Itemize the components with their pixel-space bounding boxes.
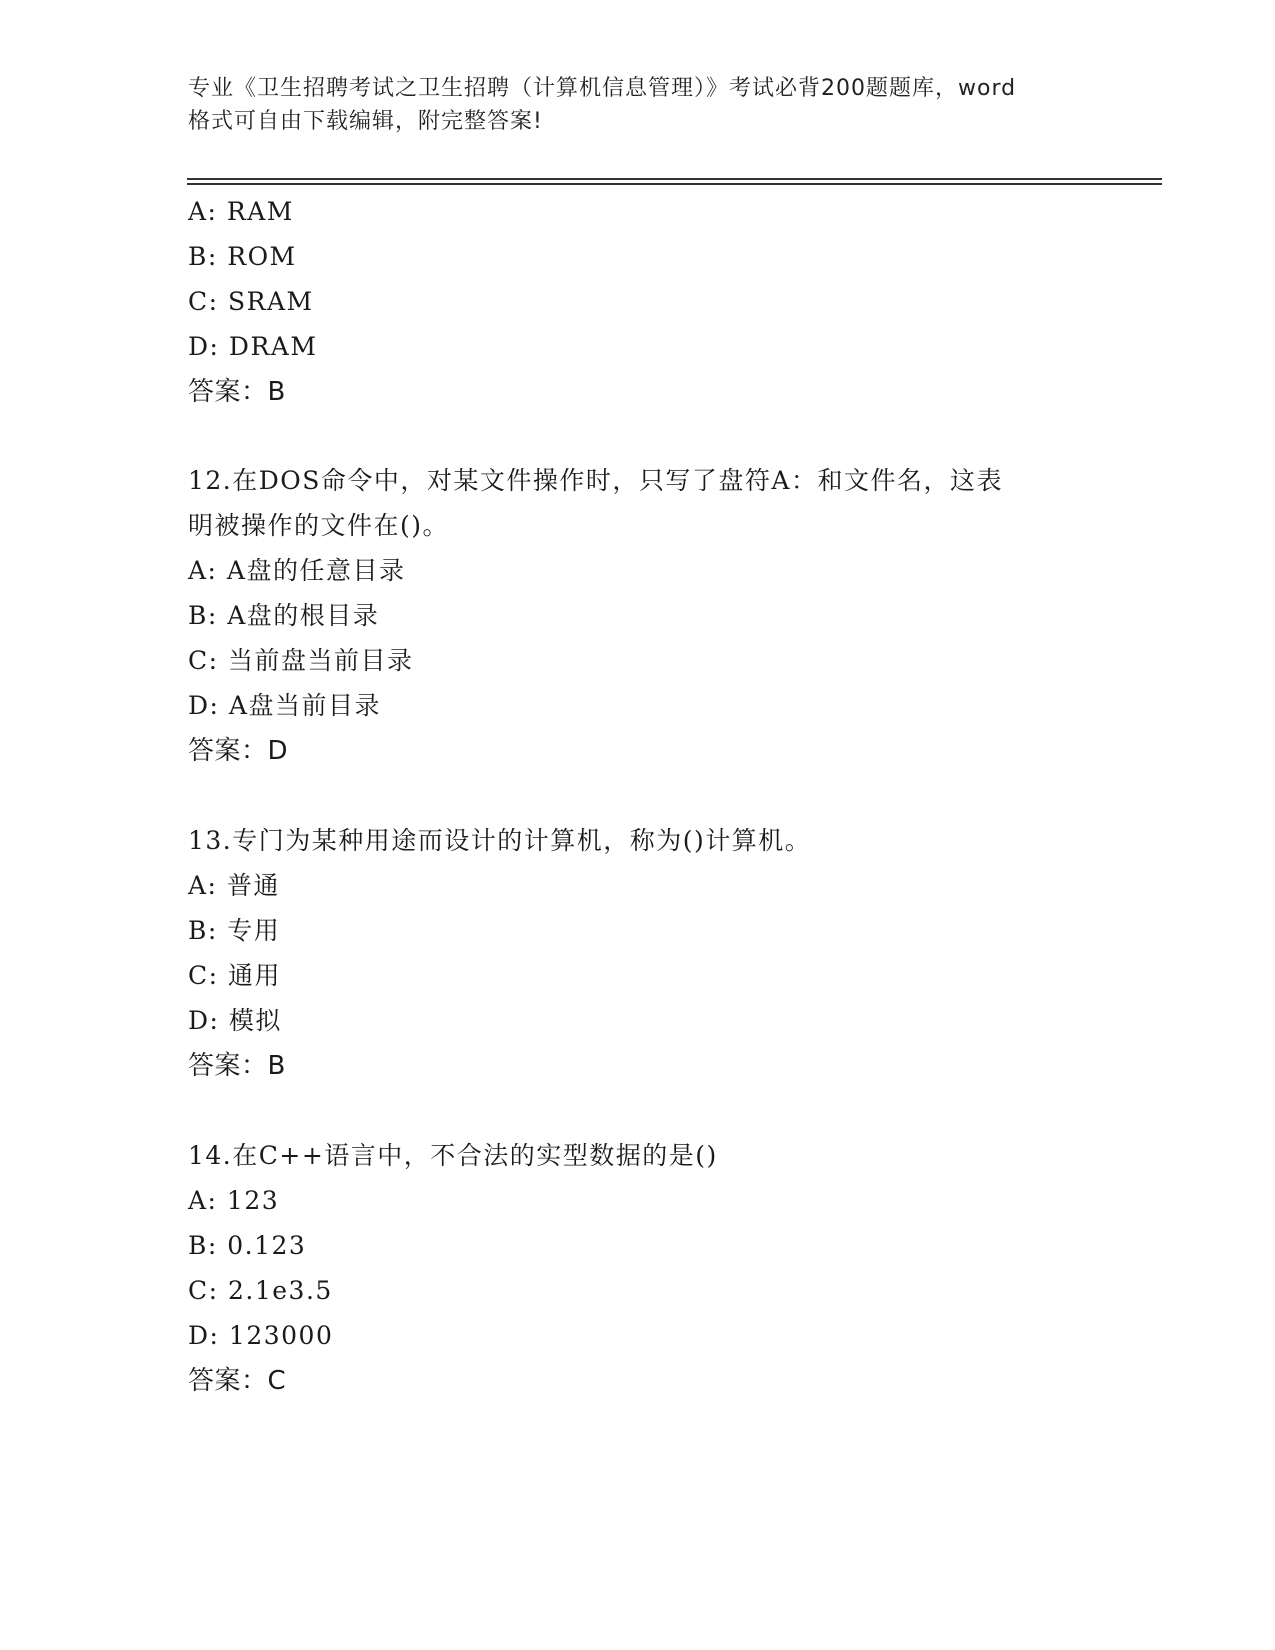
q11-option-a: A: RAM [188,197,294,226]
q12-answer: 答案：D [188,736,289,766]
q13-option-b: B: 专用 [188,916,281,945]
document-header [188,72,1088,138]
q12-stem-line-2: 明被操作的文件在()。 [188,511,450,540]
q13-answer: 答案：B [188,1051,286,1081]
q11-option-c: C: SRAM [188,287,314,316]
q12-option-b: B: A盘的根目录 [188,601,380,630]
q13-option-c: C: 通用 [188,961,281,990]
q12-option-a: A: A盘的任意目录 [188,556,406,585]
header-divider-top [187,178,1162,180]
q12-option-c: C: 当前盘当前目录 [188,646,414,675]
q14-option-c: C: 2.1e3.5 [188,1276,333,1305]
q12-option-d: D: A盘当前目录 [188,691,381,720]
q14-answer: 答案：C [188,1366,287,1396]
q13-option-d: D: 模拟 [188,1006,282,1035]
q13-stem: 13.专门为某种用途而设计的计算机，称为()计算机。 [188,826,812,855]
header-line-1: 专业《卫生招聘考试之卫生招聘（计算机信息管理）》考试必背200题题库，word [188,76,1017,101]
q14-stem: 14.在C++语言中，不合法的实型数据的是() [188,1141,718,1170]
q11-option-b: B: ROM [188,242,297,271]
q11-answer: 答案：B [188,377,286,407]
header-line-2: 格式可自由下载编辑，附完整答案! [188,109,543,134]
q14-option-a: A: 123 [188,1186,280,1215]
q14-option-d: D: 123000 [188,1321,334,1350]
header-divider-bottom [187,183,1162,185]
q12-stem-line-1: 12.在DOS命令中，对某文件操作时，只写了盘符A：和文件名，这表 [188,466,1003,495]
q11-option-d: D: DRAM [188,332,318,361]
q14-option-b: B: 0.123 [188,1231,307,1260]
q13-option-a: A: 普通 [188,871,280,900]
